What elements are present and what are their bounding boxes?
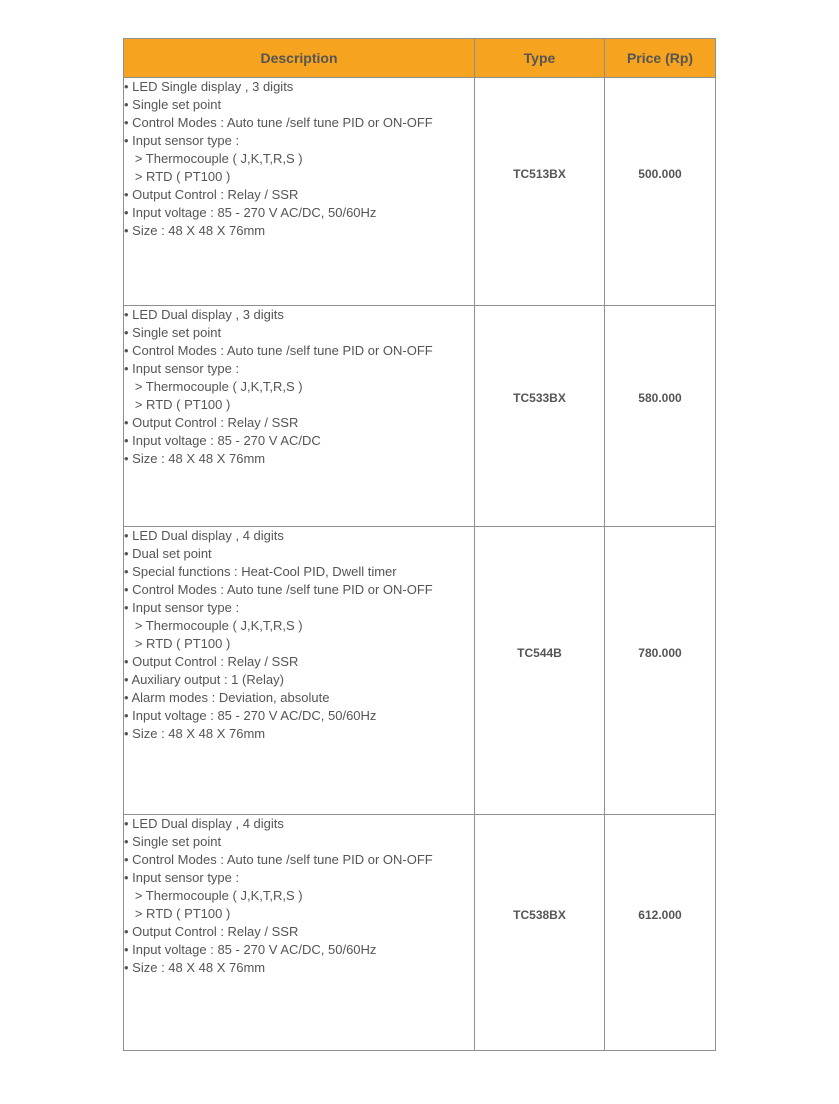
price-cell [605,815,716,1051]
spec-item: • Control Modes : Auto tune /self tune PID or ON-OFF [124,852,433,867]
header-type: Type [475,39,605,78]
type-cell [475,306,605,527]
spec-item: • Input sensor type : [124,361,240,376]
spec-item: • Size : 48 X 48 X 76mm [124,223,266,238]
spec-item: • LED Dual display , 3 digits [124,307,284,322]
spec-item: • Special functions : Heat-Cool PID, Dwell timer [124,564,397,579]
spec-subitem: > RTD ( PT100 ) [124,636,231,651]
type-value: TC544B [517,645,562,660]
spec-item: • Input sensor type : [124,870,240,885]
table-row [124,306,716,527]
spec-item: • Input voltage : 85 - 270 V AC/DC [124,433,321,448]
price-cell [605,78,716,306]
spec-subitem: > RTD ( PT100 ) [124,169,231,184]
type-value: TC533BX [513,391,566,405]
spec-item: • Output Control : Relay / SSR [124,654,299,669]
table-row [124,78,716,306]
spec-subitem: > RTD ( PT100 ) [124,397,231,412]
header-price: Price (Rp) [605,39,716,78]
price-value: 612.000 [638,907,682,922]
spec-item: • Auxiliary output : 1 (Relay) [124,672,284,687]
price-table [123,38,716,1051]
spec-item: • Input voltage : 85 - 270 V AC/DC, 50/60Hz [124,708,377,723]
spec-subitem: > Thermocouple ( J,K,T,R,S ) [124,618,303,633]
header-row [124,39,716,78]
description-cell [124,527,475,815]
spec-list [124,815,474,977]
spec-item: • Control Modes : Auto tune /self tune PID or ON-OFF [124,343,433,358]
price-cell [605,306,716,527]
type-cell [475,527,605,815]
spec-subitem: > Thermocouple ( J,K,T,R,S ) [124,151,303,166]
spec-item: • Alarm modes : Deviation, absolute [124,690,330,705]
spec-subitem: > Thermocouple ( J,K,T,R,S ) [124,379,303,394]
table-row [124,527,716,815]
spec-item: • Control Modes : Auto tune /self tune PID or ON-OFF [124,115,433,130]
table-row [124,815,716,1051]
description-cell [124,815,475,1051]
spec-item: • Output Control : Relay / SSR [124,924,299,939]
description-cell [124,78,475,306]
spec-subitem: > RTD ( PT100 ) [124,906,231,921]
spec-subitem: > Thermocouple ( J,K,T,R,S ) [124,888,303,903]
spec-item: • Single set point [124,834,222,849]
spec-item: • Output Control : Relay / SSR [124,415,299,430]
spec-item: • Size : 48 X 48 X 76mm [124,960,266,975]
spec-item: • LED Dual display , 4 digits [124,816,284,831]
spec-item: • Input voltage : 85 - 270 V AC/DC, 50/60Hz [124,942,377,957]
spec-item: • Size : 48 X 48 X 76mm [124,726,266,741]
type-value: TC538BX [513,907,566,922]
spec-item: • LED Single display , 3 digits [124,79,294,94]
price-cell [605,527,716,815]
type-cell [475,78,605,306]
spec-list [124,527,474,743]
spec-item: • Output Control : Relay / SSR [124,187,299,202]
header-description: Description [124,39,475,78]
spec-item: • Input sensor type : [124,133,240,148]
spec-item: • Single set point [124,325,222,340]
spec-item: • Single set point [124,97,222,112]
description-cell [124,306,475,527]
type-cell [475,815,605,1051]
spec-item: • Dual set point [124,546,212,561]
price-value: 580.000 [638,391,682,405]
spec-item: • Size : 48 X 48 X 76mm [124,451,266,466]
spec-item: • LED Dual display , 4 digits [124,528,284,543]
type-value: TC513BX [513,166,566,181]
price-value: 500.000 [638,166,682,181]
spec-list [124,306,474,468]
spec-list [124,78,474,240]
spec-item: • Control Modes : Auto tune /self tune PID or ON-OFF [124,582,433,597]
price-value: 780.000 [638,645,682,660]
spec-item: • Input sensor type : [124,600,240,615]
spec-item: • Input voltage : 85 - 270 V AC/DC, 50/60Hz [124,205,377,220]
